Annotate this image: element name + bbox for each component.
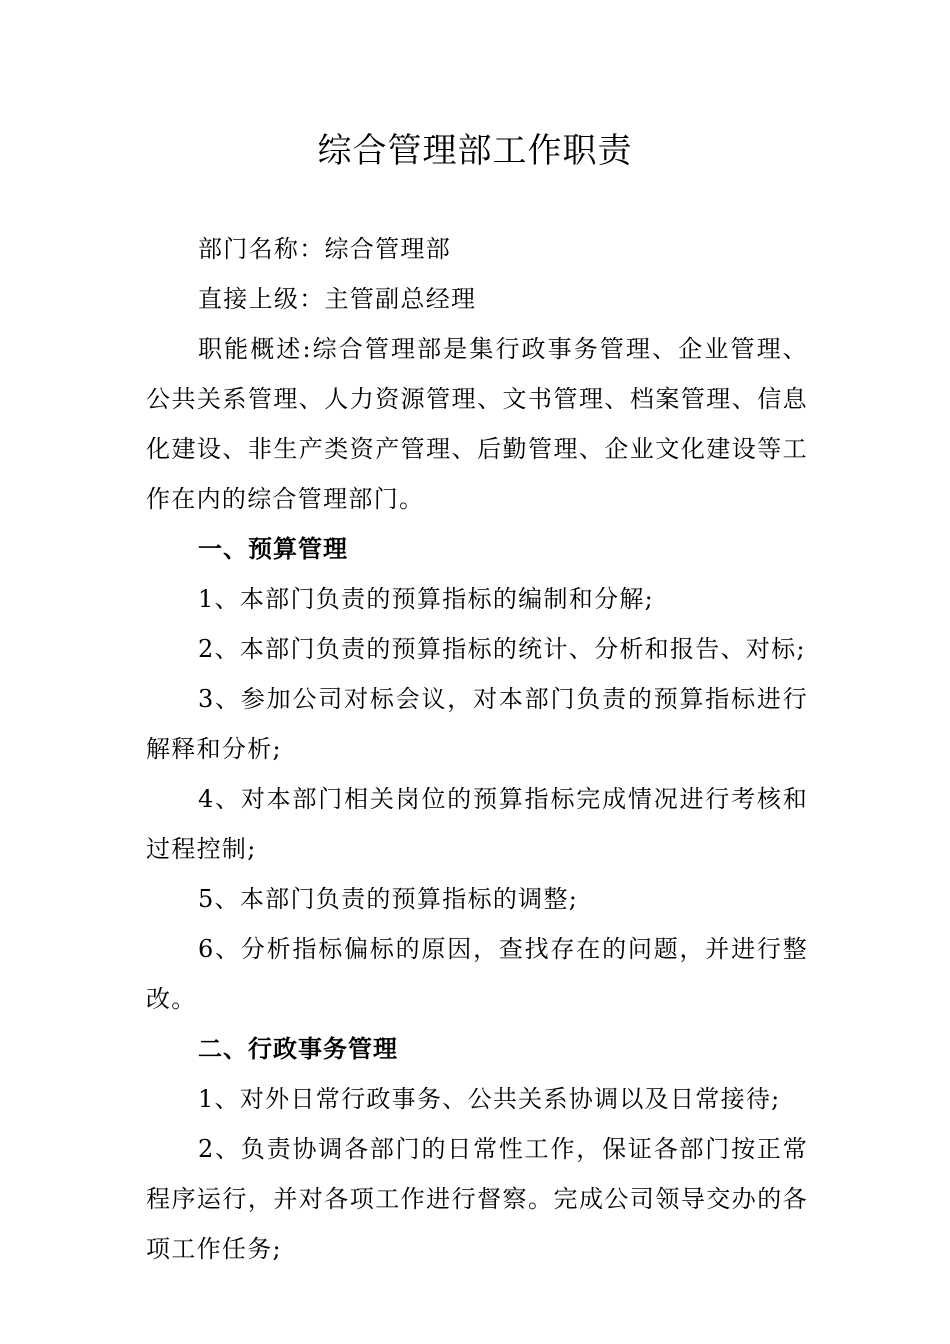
list-item: 3、参加公司对标会议，对本部门负责的预算指标进行解释和分析; <box>146 685 808 763</box>
list-item: 2、本部门负责的预算指标的统计、分析和报告、对标; <box>198 635 806 663</box>
list-item: 6、分析指标偏标的原因，查找存在的问题，并进行整改。 <box>146 935 808 1013</box>
list-item: 1、本部门负责的预算指标的编制和分解; <box>198 585 655 613</box>
list-item: 4、对本部门相关岗位的预算指标完成情况进行考核和过程控制; <box>146 785 808 863</box>
document-body <box>146 224 808 1274</box>
list-item: 5、本部门负责的预算指标的调整; <box>198 885 579 913</box>
list-item: 1、对外日常行政事务、公共关系协调以及日常接待; <box>198 1085 781 1113</box>
list-item: 2、负责协调各部门的日常性工作，保证各部门按正常程序运行，并对各项工作进行督察。完成公司领导交办的各项工作任务; <box>146 1135 808 1263</box>
section-heading-budget: 一、预算管理 <box>198 534 348 563</box>
section-heading-admin: 二、行政事务管理 <box>198 1034 398 1063</box>
dept-name-line: 部门名称：综合管理部 <box>198 235 451 263</box>
superior-line: 直接上级：主管副总经理 <box>198 285 477 313</box>
page-title: 综合管理部工作职责 <box>317 131 633 171</box>
overview-paragraph: 职能概述:综合管理部是集行政事务管理、企业管理、公共关系管理、人力资源管理、文书管理、档案管理、信息化建设、非生产类资产管理、后勤管理、企业文化建设等工作在内的综合管理部门。 <box>146 335 808 513</box>
